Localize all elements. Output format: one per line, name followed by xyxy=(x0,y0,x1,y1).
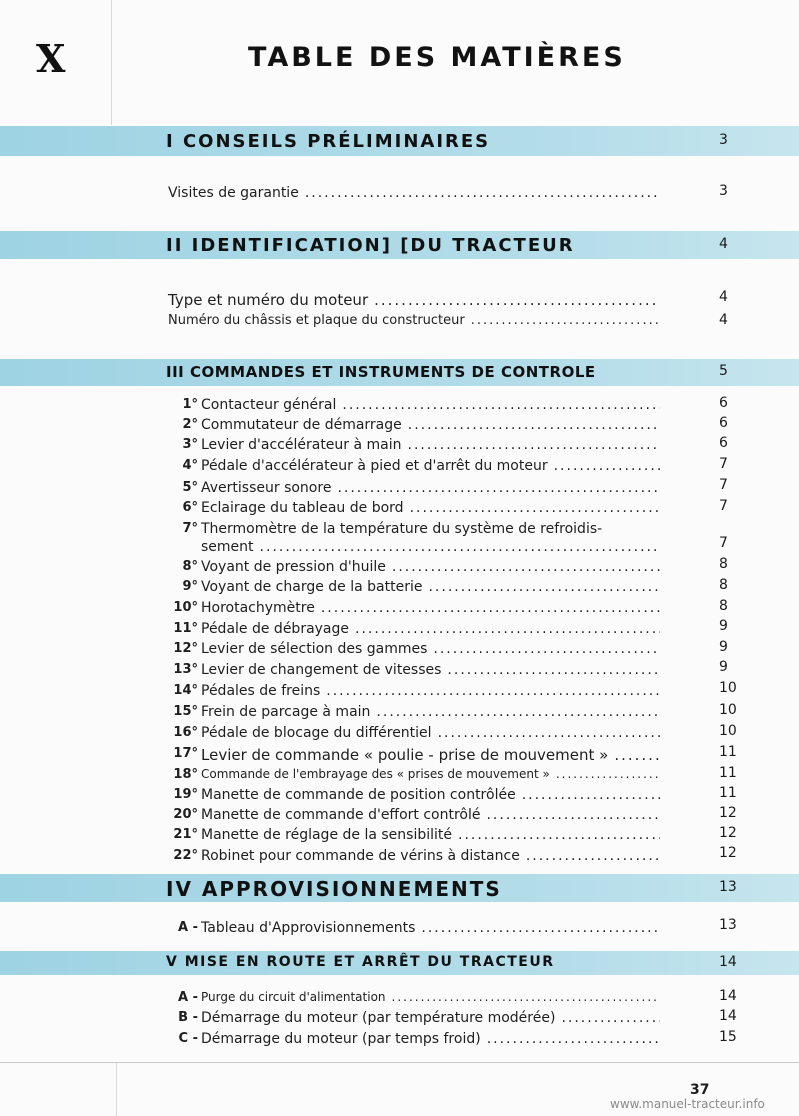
leader-dots xyxy=(321,600,660,616)
margin-rule xyxy=(111,0,112,125)
leader-dots xyxy=(428,579,660,595)
entry-label: Commande de l'embrayage des « prises de mouvement » xyxy=(201,767,550,781)
toc-entry xyxy=(168,500,660,520)
leader-dots xyxy=(486,807,660,823)
leader-dots xyxy=(433,641,660,657)
entry-page: 9 xyxy=(719,659,728,675)
leader-dots xyxy=(355,621,660,637)
entry-page: 7 xyxy=(719,535,728,551)
entry-number: 19° xyxy=(173,787,198,802)
entry-number: 8° xyxy=(182,559,198,574)
leader-dots xyxy=(326,683,660,699)
entry-page: 12 xyxy=(719,805,737,821)
entry-number: 20° xyxy=(173,807,198,822)
entry-label: Démarrage du moteur (par temps froid) xyxy=(201,1031,481,1047)
entry-page: 12 xyxy=(719,845,737,861)
toc-entry xyxy=(168,848,660,868)
toc-entry xyxy=(168,291,660,311)
entry-page: 8 xyxy=(719,598,728,614)
toc-entry xyxy=(168,641,660,661)
entry-page: 7 xyxy=(719,456,728,472)
leader-dots xyxy=(526,848,660,864)
entry-label: Pédale de blocage du différentiel xyxy=(201,725,432,741)
entry-page: 13 xyxy=(719,917,737,933)
entry-number: 1° xyxy=(182,397,198,412)
entry-label: Commutateur de démarrage xyxy=(201,417,402,433)
margin-rule xyxy=(116,1062,117,1116)
entry-page: 6 xyxy=(719,435,728,451)
entry-page: 12 xyxy=(719,825,737,841)
entry-number: A - xyxy=(178,920,198,935)
entry-label: Pédale de débrayage xyxy=(201,621,350,637)
entry-page: 7 xyxy=(719,498,728,514)
toc-entry xyxy=(168,683,660,703)
toc-entry xyxy=(168,437,660,457)
leader-dots xyxy=(447,662,660,678)
leader-dots xyxy=(342,397,660,413)
section-title: IV APPROVISIONNEMENTS xyxy=(166,877,502,901)
entry-label: Contacteur général xyxy=(201,397,337,413)
toc-entry xyxy=(168,397,660,417)
entry-label: Horotachymètre xyxy=(201,600,315,616)
leader-dots xyxy=(392,990,660,1004)
entry-page: 9 xyxy=(719,618,728,634)
leader-dots xyxy=(408,417,660,433)
watermark: www.manuel-tracteur.info xyxy=(610,1097,765,1111)
section-band xyxy=(0,231,799,259)
leader-dots xyxy=(421,920,660,936)
leader-dots xyxy=(410,500,660,516)
entry-label: Pédale d'accélérateur à pied et d'arrêt du moteur xyxy=(201,458,548,474)
toc-entry xyxy=(168,559,660,579)
entry-page: 10 xyxy=(719,680,737,696)
toc-entry xyxy=(168,1010,660,1030)
entry-page: 14 xyxy=(719,988,737,1004)
entry-label: Robinet pour commande de vérins à distance xyxy=(201,848,520,864)
entry-label: Levier d'accélérateur à main xyxy=(201,437,402,453)
leader-dots xyxy=(392,559,660,575)
toc-entry xyxy=(168,521,660,541)
entry-page: 10 xyxy=(719,702,737,718)
toc-entry xyxy=(168,458,660,478)
toc-entry xyxy=(168,725,660,745)
entry-label: Manette de commande de position contrôlée xyxy=(201,787,516,803)
entry-number: 11° xyxy=(173,621,198,636)
entry-page: 8 xyxy=(719,577,728,593)
section-title: I CONSEILS PRÉLIMINAIRES xyxy=(166,131,491,152)
entry-number: 18° xyxy=(173,767,198,782)
toc-entry xyxy=(168,787,660,807)
page-number: 37 xyxy=(690,1082,710,1098)
entry-label: Levier de changement de vitesses xyxy=(201,662,442,678)
entry-number: A - xyxy=(178,990,198,1005)
toc-entry xyxy=(168,920,660,940)
section-page: 3 xyxy=(719,132,728,148)
entry-label: Manette de commande d'effort contrôlé xyxy=(201,807,481,823)
leader-dots xyxy=(260,539,660,555)
toc-entry xyxy=(168,313,660,333)
entry-label: Levier de commande « poulie - prise de mouvement » xyxy=(201,746,609,764)
entry-page: 6 xyxy=(719,415,728,431)
entry-page: 4 xyxy=(719,312,728,328)
bottom-rule xyxy=(0,1062,799,1063)
entry-number: 22° xyxy=(173,848,198,863)
leader-dots xyxy=(408,437,660,453)
toc-entry xyxy=(168,767,660,787)
leader-dots xyxy=(337,480,660,496)
toc-entry xyxy=(168,704,660,724)
chapter-mark: X xyxy=(36,36,66,81)
entry-page: 11 xyxy=(719,765,737,781)
entry-number: 14° xyxy=(173,683,198,698)
leader-dots xyxy=(471,313,660,328)
entry-label: Démarrage du moteur (par température modérée) xyxy=(201,1010,556,1026)
leader-dots xyxy=(561,1010,660,1026)
entry-label: Type et numéro du moteur xyxy=(168,291,369,309)
entry-label: Thermomètre de la température du système de refroidis- xyxy=(201,521,603,537)
leader-dots xyxy=(374,291,660,309)
entry-page: 14 xyxy=(719,1008,737,1024)
entry-label: Avertisseur sonore xyxy=(201,480,332,496)
entry-number: 2° xyxy=(182,417,198,432)
toc-entry xyxy=(168,579,660,599)
toc-entry xyxy=(168,600,660,620)
entry-number: 3° xyxy=(182,437,198,452)
leader-dots xyxy=(458,827,660,843)
section-page: 14 xyxy=(719,954,737,970)
entry-label: Eclairage du tableau de bord xyxy=(201,500,404,516)
entry-label: Voyant de charge de la batterie xyxy=(201,579,423,595)
toc-entry xyxy=(168,746,660,766)
section-title: II IDENTIFICATION] [DU TRACTEUR xyxy=(166,235,575,256)
section-title: III COMMANDES ET INSTRUMENTS DE CONTROLE xyxy=(166,363,596,381)
leader-dots xyxy=(556,767,660,781)
entry-number: 13° xyxy=(173,662,198,677)
entry-number: B - xyxy=(178,1010,198,1025)
entry-label: Pédales de freins xyxy=(201,683,321,699)
entry-page: 3 xyxy=(719,183,728,199)
toc-entry xyxy=(168,1031,660,1051)
leader-dots xyxy=(554,458,660,474)
toc-entry xyxy=(168,621,660,641)
toc-entry xyxy=(168,480,660,500)
entry-number: 7° xyxy=(182,521,198,536)
entry-page: 11 xyxy=(719,744,737,760)
section-page: 5 xyxy=(719,363,728,379)
toc-entry xyxy=(168,827,660,847)
entry-label: Purge du circuit d'alimentation xyxy=(201,990,386,1004)
entry-number: 15° xyxy=(173,704,198,719)
entry-label: Tableau d'Approvisionnements xyxy=(201,920,416,936)
entry-page: 11 xyxy=(719,785,737,801)
entry-number: 4° xyxy=(182,458,198,473)
entry-number: 9° xyxy=(182,579,198,594)
entry-label: Visites de garantie xyxy=(168,185,299,201)
entry-page: 4 xyxy=(719,289,728,305)
entry-number: 21° xyxy=(173,827,198,842)
entry-number: 6° xyxy=(182,500,198,515)
entry-number: 5° xyxy=(182,480,198,495)
section-band xyxy=(0,951,799,975)
section-band xyxy=(0,359,799,386)
section-title: V MISE EN ROUTE ET ARRÊT DU TRACTEUR xyxy=(166,954,555,970)
toc-entry xyxy=(168,990,660,1010)
toc-entry-continuation xyxy=(168,539,660,559)
entry-label: Voyant de pression d'huile xyxy=(201,559,386,575)
section-page: 13 xyxy=(719,879,737,895)
entry-number: 16° xyxy=(173,725,198,740)
toc-entry xyxy=(168,417,660,437)
entry-page: 6 xyxy=(719,395,728,411)
leader-dots xyxy=(487,1031,660,1047)
entry-label: Levier de sélection des gammes xyxy=(201,641,428,657)
entry-number: 17° xyxy=(173,746,198,761)
toc-entry xyxy=(168,807,660,827)
toc-entry xyxy=(168,662,660,682)
entry-label: sement xyxy=(201,539,254,555)
leader-dots xyxy=(614,746,660,764)
entry-page: 10 xyxy=(719,723,737,739)
entry-label: Numéro du châssis et plaque du constructeur xyxy=(168,313,465,328)
entry-number: C - xyxy=(178,1031,198,1046)
entry-label: Frein de parcage à main xyxy=(201,704,371,720)
page-title: TABLE DES MATIÈRES xyxy=(248,42,626,73)
entry-label: Manette de réglage de la sensibilité xyxy=(201,827,452,843)
entry-number: 12° xyxy=(173,641,198,656)
section-band xyxy=(0,874,799,902)
toc-entry xyxy=(168,185,660,205)
leader-dots xyxy=(376,704,660,720)
entry-page: 9 xyxy=(719,639,728,655)
entry-page: 7 xyxy=(719,477,728,493)
leader-dots xyxy=(522,787,660,803)
entry-number: 10° xyxy=(173,600,198,615)
section-page: 4 xyxy=(719,236,728,252)
leader-dots xyxy=(305,185,660,201)
section-band xyxy=(0,126,799,156)
leader-dots xyxy=(438,725,660,741)
entry-page: 8 xyxy=(719,556,728,572)
entry-page: 15 xyxy=(719,1029,737,1045)
